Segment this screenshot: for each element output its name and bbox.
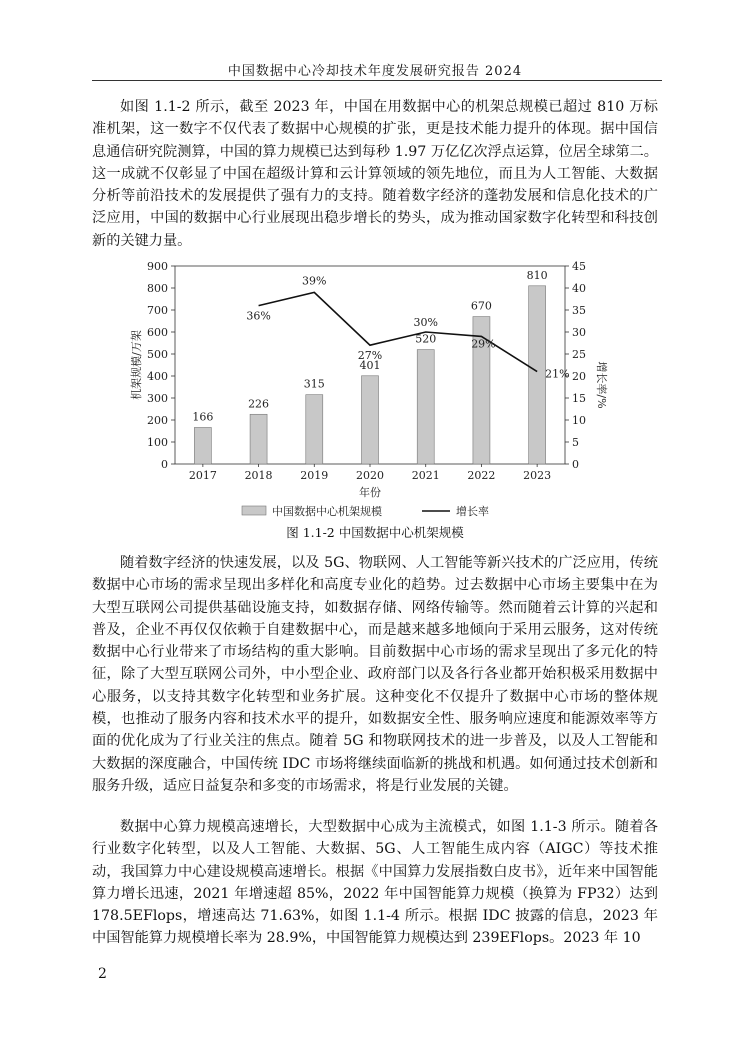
page-number: 2 — [98, 966, 107, 982]
bar — [417, 350, 434, 464]
growth-rate-line — [259, 292, 538, 371]
y-tick-label: 300 — [147, 392, 168, 405]
legend-bar-swatch — [242, 506, 266, 515]
bar-value-label: 226 — [248, 397, 270, 411]
y-tick-label: 200 — [147, 414, 168, 427]
y2-tick-label: 30 — [572, 326, 586, 339]
y-tick-label: 800 — [147, 282, 168, 295]
y2-tick-label: 15 — [572, 392, 586, 405]
body-paragraph-3: 数据中心算力规模高速增长，大型数据中心成为主流模式，如图 1.1-3 所示。随着各行业数字化转型，以及人工智能、大数据、5G、人工智能生成内容（AIGC）等技术推动，我国算力中心建设规模高速增长。根据《中国算力发展指数白皮书》，近年来中国智能算力增长迅速，2021 年增速超 85%，2022 年中国智能算力规模（换算为 FP32）达到 178.5EFlops，增速高达 71.63%，如图 1.1-4 所示。根据 IDC 披露的信息，2023 年中国智能算力规模增长率为 28.9%，中国智能算力规模达到 239EFlops。2023 年 10 — [92, 819, 658, 947]
y2-axis-title: 增长率/% — [595, 361, 608, 409]
y2-tick-label: 20 — [572, 370, 586, 383]
body-paragraph-1: 如图 1.1-2 所示，截至 2023 年，中国在用数据中心的机架总规模已超过 810 万标准机架，这一数字不仅代表了数据中心规模的扩张，更是技术能力提升的体现。据中国信息通信研究院测算，中国的算力规模已达到每秒 1.97 万亿亿次浮点运算，位居全球第二。这一成就不仅彰显了中国在超级计算和云计算领域的领先地位，而且为人工智能、大数据分析等前沿技术的发展提供了强有力的支持。随着数字经济的蓬勃发展和信息化技术的广泛应用，中国的数据中心行业展现出稳步增长的势头，成为推动国家数字化转型和科技创新的关键力量。 — [92, 99, 658, 249]
y2-tick-label: 45 — [572, 260, 586, 273]
bar-value-label: 315 — [303, 377, 325, 391]
x-tick-label: 2020 — [356, 469, 384, 482]
y-tick-label: 600 — [147, 326, 168, 339]
bar — [362, 376, 379, 464]
y-tick-label: 500 — [147, 348, 168, 361]
line-value-label: 30% — [413, 316, 438, 329]
y2-tick-label: 35 — [572, 304, 586, 317]
x-tick-label: 2019 — [300, 469, 329, 482]
y2-tick-label: 5 — [572, 436, 579, 449]
bar-value-label: 810 — [526, 268, 548, 282]
bar — [529, 286, 546, 464]
figure-caption: 图 1.1-2 中国数据中心机架规模 — [286, 525, 464, 540]
y2-tick-label: 10 — [572, 414, 586, 427]
bar-value-label: 401 — [359, 358, 381, 372]
line-value-label: 21% — [545, 367, 570, 381]
bar-value-label: 520 — [415, 332, 437, 346]
y2-tick-label: 25 — [572, 348, 586, 361]
legend-bar-label: 中国数据中心机架规模 — [272, 505, 382, 518]
y-tick-label: 900 — [147, 260, 168, 273]
y-tick-label: 400 — [147, 370, 168, 383]
line-value-label: 29% — [471, 337, 496, 351]
y-tick-label: 700 — [147, 304, 168, 317]
chart-svg — [120, 256, 630, 546]
bar — [250, 414, 267, 464]
legend-line-label: 增长率 — [456, 505, 489, 518]
x-tick-label: 2021 — [411, 469, 440, 482]
x-tick-label: 2023 — [523, 469, 552, 482]
x-tick-label: 2017 — [188, 469, 217, 482]
y-tick-label: 100 — [147, 436, 168, 449]
running-header: 中国数据中心冷却技术年度发展研究报告 2024 — [227, 64, 523, 79]
body-paragraph-2: 随着数字经济的快速发展，以及 5G、物联网、人工智能等新兴技术的广泛应用，传统数据中心市场的需求呈现出多样化和高度专业化的趋势。过去数据中心市场主要集中在为大型互联网公司提供基础设施支持，如数据存储、网络传输等。然而随着云计算的兴起和普及，企业不再仅仅依赖于自建数据中心，而是越来越多地倾向于采用云服务，这对传统数据中心行业带来了市场结构的重大影响。目前数据中心市场的需求呈现出了多元化的特征，除了大型互联网公司外，中小型企业、政府部门以及各行各业都开始积极采用数据中心服务，以支持其数字化转型和业务扩展。这种变化不仅提升了数据中心市场的整体规模，也推动了服务内容和技术水平的提升，如数据安全性、服务响应速度和能源效率等方面的优化成为了行业关注的焦点。随着 5G 和物联网技术的进一步普及，以及人工智能和大数据的深度融合，中国传统 IDC 市场将继续面临新的挑战和机遇。如何通过技术创新和服务升级，适应日益复杂和多变的市场需求，将是行业发展的关键。 — [92, 555, 658, 794]
line-value-label: 39% — [302, 274, 327, 288]
y2-tick-label: 0 — [572, 458, 579, 471]
bar — [194, 427, 211, 464]
line-value-label: 36% — [246, 309, 271, 323]
y-tick-label: 0 — [161, 458, 168, 471]
line-value-label: 27% — [357, 349, 383, 363]
bar — [306, 395, 323, 464]
x-axis-title: 年份 — [359, 486, 381, 499]
header-rule — [92, 80, 662, 81]
y2-tick-label: 40 — [572, 282, 586, 295]
x-tick-label: 2022 — [467, 469, 496, 482]
rack-scale-chart — [120, 256, 630, 546]
bar-value-label: 166 — [192, 410, 214, 424]
y-axis-title: 机架规模/万架 — [130, 330, 143, 400]
x-tick-label: 2018 — [244, 469, 273, 482]
bar-value-label: 670 — [470, 299, 492, 313]
